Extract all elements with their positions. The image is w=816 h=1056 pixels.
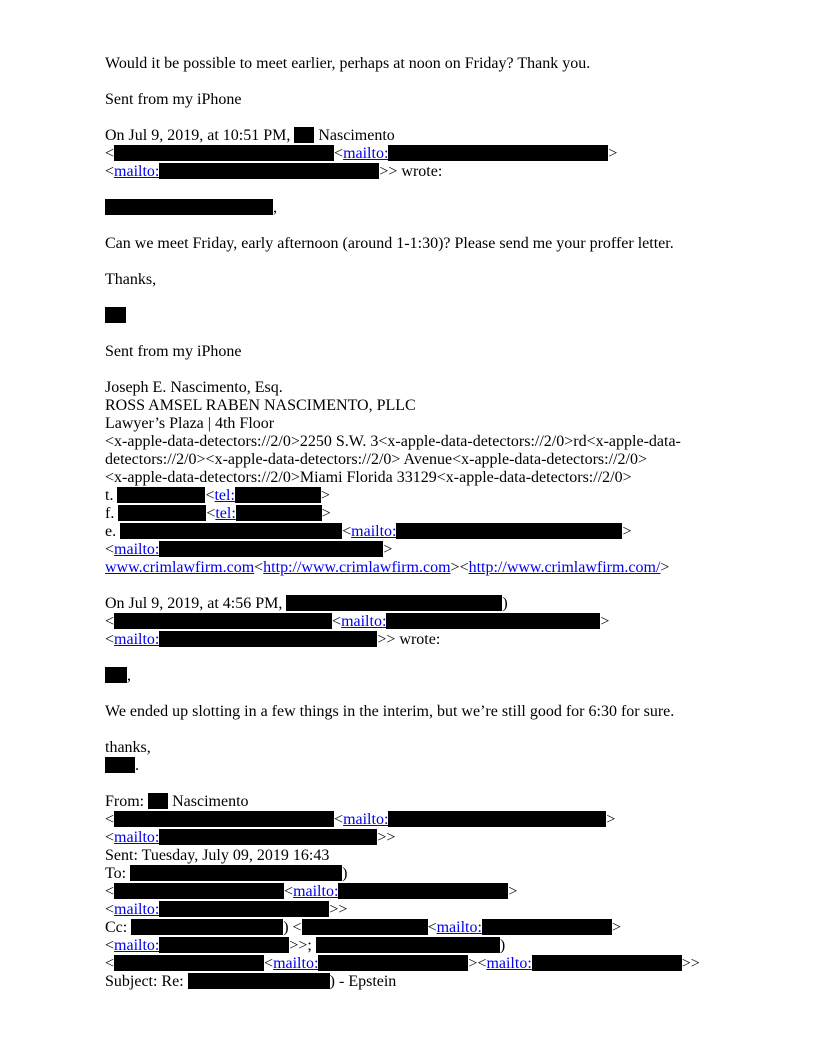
- quote-email-line: [105, 631, 440, 649]
- redaction: [302, 919, 428, 935]
- redaction: [117, 487, 205, 503]
- angle-bracket: <: [105, 613, 115, 630]
- redaction: [118, 505, 206, 521]
- to-email-line: [105, 883, 517, 901]
- angle-bracket: >: [320, 487, 330, 504]
- redaction: [286, 595, 502, 611]
- mailto-link[interactable]: mailto:: [114, 163, 160, 180]
- redaction: [532, 955, 682, 971]
- redaction: [159, 631, 377, 647]
- to-email-line: [105, 901, 347, 919]
- redaction: [396, 523, 622, 539]
- angle-bracket: <: [254, 559, 264, 576]
- redaction: [114, 145, 334, 161]
- redaction: [482, 919, 612, 935]
- redaction: [159, 901, 329, 917]
- sig-firm: ROSS AMSEL RABEN NASCIMENTO, PLLC: [105, 397, 416, 414]
- signature-redacted: [105, 307, 126, 325]
- comma: ,: [273, 199, 277, 216]
- angle-bracket: <: [206, 505, 216, 522]
- angle-bracket: <: [264, 955, 274, 972]
- redaction: [105, 307, 126, 323]
- mailto-link[interactable]: mailto:: [343, 811, 389, 828]
- body-line: Would it be possible to meet earlier, perhaps at noon on Friday? Thank you.: [105, 55, 591, 72]
- paren: ): [499, 937, 506, 954]
- salutation-line: [105, 199, 277, 217]
- cc-line: [105, 919, 621, 937]
- angle-bracket: <: [105, 811, 115, 828]
- redaction: [114, 613, 332, 629]
- angle-bracket: <: [284, 883, 294, 900]
- thanks-line: Thanks,: [105, 271, 157, 288]
- redaction: [114, 811, 334, 827]
- angle-bracket: <: [342, 523, 352, 540]
- redaction: [114, 955, 264, 971]
- tel-link[interactable]: tel:: [214, 487, 235, 504]
- mailto-link[interactable]: [334, 145, 388, 162]
- angle-bracket: >>: [329, 901, 348, 918]
- mailto-link[interactable]: mailto:: [273, 955, 319, 972]
- paren: ): [342, 865, 348, 882]
- mailto-link[interactable]: mailto:: [351, 523, 397, 540]
- redaction: [388, 811, 606, 827]
- angle-bracket: <: [334, 145, 344, 162]
- angle-bracket: <: [105, 163, 115, 180]
- angle-bracket: >>: [681, 955, 700, 972]
- sig-email-line: [105, 541, 392, 559]
- body-line: We ended up slotting in a few things in the interim, but we’re still good for 6:30 for sure.: [105, 703, 675, 720]
- mailto-link[interactable]: mailto:: [114, 631, 160, 648]
- phone-prefix: t.: [105, 487, 114, 504]
- redaction: [159, 541, 383, 557]
- quote-email-line: [105, 163, 442, 181]
- redaction: [120, 523, 342, 539]
- sig-fax: [105, 505, 331, 523]
- sent-line: Sent: Tuesday, July 09, 2019 16:43: [105, 847, 330, 864]
- sig-website: [105, 559, 669, 577]
- redaction: [235, 487, 321, 503]
- redaction: [114, 883, 284, 899]
- angle-bracket: <: [105, 883, 115, 900]
- angle-bracket: >: [383, 541, 393, 558]
- redaction: [131, 919, 283, 935]
- angle-bracket: <: [427, 919, 437, 936]
- website-link[interactable]: www.crimlawfirm.com: [105, 559, 255, 576]
- thanks-line: thanks,: [105, 739, 151, 756]
- angle-bracket: <: [105, 901, 115, 918]
- quote-date: On Jul 9, 2019, at 4:56 PM,: [105, 595, 283, 612]
- angle-bracket: <: [105, 937, 115, 954]
- redaction: [148, 793, 168, 809]
- mailto-link[interactable]: mailto:: [114, 541, 160, 558]
- paren: ): [502, 595, 508, 612]
- redaction: [159, 829, 377, 845]
- redaction: [388, 145, 608, 161]
- angle-bracket: ><: [468, 955, 487, 972]
- angle-bracket: <: [105, 631, 115, 648]
- sender-surname: Nascimento: [172, 793, 249, 810]
- mailto-link[interactable]: mailto:: [341, 613, 387, 630]
- quote-email-line: [105, 145, 617, 163]
- redaction: [236, 505, 322, 521]
- period: .: [135, 757, 139, 774]
- sig-name: Joseph E. Nascimento, Esq.: [105, 379, 283, 396]
- sig-plaza: Lawyer’s Plaza | 4th Floor: [105, 415, 275, 432]
- tel-link[interactable]: tel:: [215, 505, 236, 522]
- angle-bracket: <: [105, 955, 115, 972]
- quote-email-line: [105, 613, 609, 631]
- mailto-text[interactable]: mailto:: [343, 145, 389, 162]
- mailto-link[interactable]: mailto:: [114, 937, 160, 954]
- sent-from-line: Sent from my iPhone: [105, 91, 242, 108]
- redaction: [188, 973, 330, 989]
- from-email-line: [105, 829, 395, 847]
- cc-email-line: [105, 955, 700, 973]
- website-link[interactable]: http://www.crimlawfirm.com: [263, 559, 451, 576]
- angle-bracket: <: [105, 541, 115, 558]
- angle-bracket: <: [105, 829, 115, 846]
- quote-date: On Jul 9, 2019, at 10:51 PM,: [105, 127, 291, 144]
- angle-bracket: <: [105, 145, 115, 162]
- angle-bracket: ><: [450, 559, 469, 576]
- redaction: [130, 865, 342, 881]
- redaction: [386, 613, 600, 629]
- angle-bracket: >: [611, 919, 621, 936]
- redaction: [338, 883, 508, 899]
- angle-bracket: >: [606, 811, 616, 828]
- angle-bracket: >: [622, 523, 632, 540]
- angle-bracket: >: [608, 145, 618, 162]
- to-line: [105, 865, 347, 883]
- sig-address-line: <x-apple-data-detectors://2/0>2250 S.W. 3<x-apple-data-detectors://2/0>rd<x-apple-data-: [105, 433, 681, 450]
- mailto-link[interactable]: mailto:: [293, 883, 339, 900]
- sender-surname: Nascimento: [318, 127, 395, 144]
- mailto-link[interactable]: mailto:: [436, 919, 482, 936]
- subject-line: [105, 973, 396, 991]
- redaction: [105, 199, 273, 215]
- angle-bracket: >: [321, 505, 331, 522]
- sig-phone: [105, 487, 330, 505]
- sig-address-line: detectors://2/0><x-apple-data-detectors://2/0> Avenue<x-apple-data-detectors://2/0>: [105, 451, 647, 468]
- angle-bracket: >: [508, 883, 518, 900]
- sent-from-line: Sent from my iPhone: [105, 343, 242, 360]
- quote-header: [105, 127, 395, 145]
- angle-bracket: <: [205, 487, 215, 504]
- fax-prefix: f.: [105, 505, 115, 522]
- redaction: [105, 667, 127, 683]
- signature-redacted: [105, 757, 139, 775]
- from-line: [105, 793, 249, 811]
- angle-bracket: <: [334, 811, 344, 828]
- salutation-line: [105, 667, 131, 685]
- redaction: [294, 127, 314, 143]
- subject-text: ) - Epstein: [329, 973, 397, 990]
- sig-email: [105, 523, 632, 541]
- subject-label: Subject: Re:: [105, 973, 184, 990]
- redaction: [159, 163, 379, 179]
- wrote-text: >> wrote:: [379, 163, 443, 180]
- angle-bracket: >: [600, 613, 610, 630]
- website-link[interactable]: http://www.crimlawfirm.com/: [468, 559, 661, 576]
- from-email-line: [105, 811, 615, 829]
- cc-label: Cc:: [105, 919, 128, 936]
- angle-bracket: >: [660, 559, 670, 576]
- wrote-text: >> wrote:: [377, 631, 441, 648]
- to-label: To:: [105, 865, 127, 882]
- sig-address-line: <x-apple-data-detectors://2/0>Miami Florida 33129<x-apple-data-detectors://2/0>: [105, 469, 632, 486]
- redaction: [318, 955, 468, 971]
- body-line: Can we meet Friday, early afternoon (around 1-1:30)? Please send me your proffer letter.: [105, 235, 674, 252]
- redaction: [105, 757, 135, 773]
- paren: ) <: [283, 919, 302, 936]
- angle-bracket: >>;: [289, 937, 312, 954]
- angle-bracket: <: [332, 613, 342, 630]
- comma: ,: [127, 667, 131, 684]
- cc-email-line: [105, 937, 505, 955]
- mailto-link[interactable]: mailto:: [114, 901, 160, 918]
- angle-bracket: >>: [377, 829, 396, 846]
- redaction: [159, 937, 289, 953]
- mailto-link[interactable]: mailto:: [486, 955, 532, 972]
- redaction: [316, 937, 500, 953]
- quote-header: [105, 595, 508, 613]
- mailto-link[interactable]: mailto:: [114, 829, 160, 846]
- email-prefix: e.: [105, 523, 117, 540]
- from-label: From:: [105, 793, 145, 810]
